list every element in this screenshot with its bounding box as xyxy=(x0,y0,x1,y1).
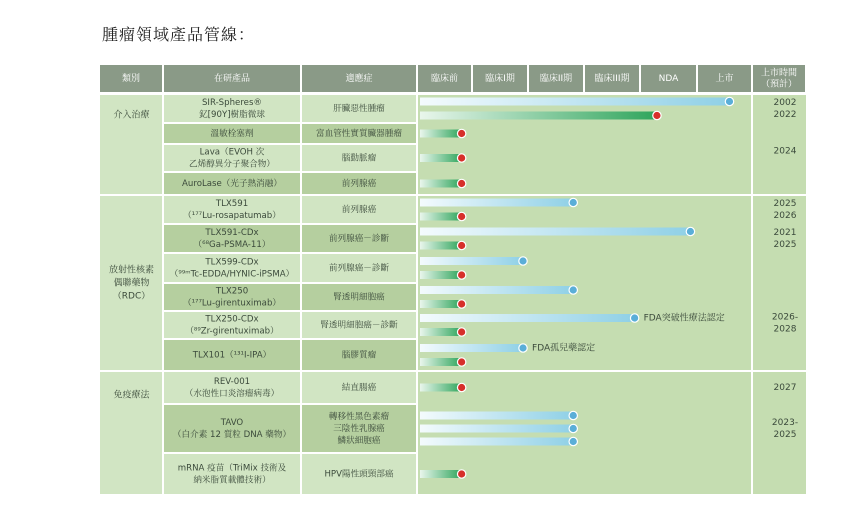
designation-note: FDA突破性療法認定 xyxy=(643,313,725,324)
status-dot-red xyxy=(457,241,465,249)
product-name: （¹⁷⁷Lu-girentuximab） xyxy=(182,298,282,309)
status-dot-blue xyxy=(519,344,527,352)
product-name: （⁶⁸Ga-PSMA-11） xyxy=(193,240,271,250)
product-name: （水泡性口炎溶瘤病毒） xyxy=(184,389,280,399)
progress-bar xyxy=(420,180,462,188)
status-dot-blue xyxy=(630,314,638,322)
page-title: 腫瘤領域產品管線： xyxy=(102,25,256,44)
product-name: （白介素 12 質粒 DNA 藥物） xyxy=(172,430,292,440)
status-dot-red xyxy=(457,212,465,220)
progress-bar xyxy=(420,112,657,120)
status-dot-blue xyxy=(569,198,577,206)
header-label: 在研產品 xyxy=(213,74,251,84)
category-label: （RDC） xyxy=(112,291,151,302)
status-dot-red xyxy=(457,358,465,366)
launch-year: 2021 xyxy=(773,228,797,238)
product-name: TLX591 xyxy=(215,199,249,209)
progress-bar xyxy=(420,358,462,366)
progress-bar xyxy=(420,154,462,162)
progress-bar xyxy=(420,470,462,478)
indication-label: 轉移性黑色素瘤 xyxy=(328,412,390,422)
status-dot-red xyxy=(457,154,465,162)
progress-bar xyxy=(420,286,573,294)
product-name: （⁹⁹ᵐTc-EDDA/HYNIC-iPSMA） xyxy=(169,269,295,280)
product-name: 乙烯醇異分子聚合物） xyxy=(189,159,275,170)
status-dot-red xyxy=(457,328,465,336)
status-dot-blue xyxy=(519,257,527,265)
product-name: 溫敏栓塞劑 xyxy=(210,129,254,139)
product-name: 納米脂質載體技術） xyxy=(193,475,271,486)
launch-year: 2002 xyxy=(773,98,797,108)
product-name: SIR-Spheres® xyxy=(201,98,263,108)
status-dot-red xyxy=(457,300,465,308)
product-name: （¹⁷⁷Lu-rosapatumab） xyxy=(183,211,281,221)
product-cell xyxy=(164,454,300,494)
pipeline-chart xyxy=(100,65,806,495)
progress-bar xyxy=(420,98,729,106)
product-name: （⁸⁹Zr-girentuximab） xyxy=(185,326,279,337)
status-dot-red xyxy=(653,111,661,119)
indication-label: 腦動脈瘤 xyxy=(341,153,377,164)
progress-bar xyxy=(420,344,523,352)
launch-year: 2026- xyxy=(771,312,799,323)
launch-year: 2025 xyxy=(773,430,797,440)
status-dot-blue xyxy=(569,437,577,445)
designation-note: FDA孤兒藥認定 xyxy=(532,343,596,354)
pipeline-table xyxy=(100,65,806,495)
header-label: 臨床III期 xyxy=(594,74,630,84)
indication-label: 結直腸癌 xyxy=(341,383,377,393)
category-label: 放射性核素 xyxy=(108,265,155,276)
category-label: 免疫療法 xyxy=(113,390,150,401)
header-label: 臨床I期 xyxy=(485,74,515,84)
indication-label: 前列腺癌 xyxy=(341,205,377,215)
category-label: 偶聯藥物 xyxy=(113,278,150,289)
status-dot-red xyxy=(457,470,465,478)
indication-label: 三陰性乳腺癌 xyxy=(333,424,385,434)
progress-bar xyxy=(420,328,462,336)
product-name: TLX101（¹³¹I-IPA） xyxy=(192,350,272,361)
product-name: 釔[90Y]樹脂微球 xyxy=(199,110,265,120)
product-cell xyxy=(164,405,300,452)
product-name: TLX591-CDx xyxy=(205,228,259,238)
progress-bar xyxy=(420,412,573,420)
status-dot-red xyxy=(457,179,465,187)
launch-year: 2025 xyxy=(773,199,797,209)
stage-track xyxy=(418,95,751,194)
progress-bar xyxy=(420,438,573,446)
indication-label: 前列腺癌 xyxy=(341,179,377,189)
header-label: 上市時間 xyxy=(760,68,798,79)
progress-bar xyxy=(420,242,462,250)
status-dot-blue xyxy=(569,411,577,419)
launch-year: 2023- xyxy=(771,418,799,428)
launch-year: 2022 xyxy=(773,110,797,120)
product-name: TAVO xyxy=(220,418,244,428)
indication-label: 肝臟惡性腫瘤 xyxy=(333,104,385,114)
progress-bar xyxy=(420,130,462,138)
header-label: 類別 xyxy=(121,74,141,84)
launch-year: 2027 xyxy=(773,383,797,393)
product-name: Lava（EVOH 次 xyxy=(199,147,265,158)
header-label: 上市 xyxy=(715,74,734,84)
category-label: 介入治療 xyxy=(113,110,150,121)
indication-label: 腎透明細胞癌－診斷 xyxy=(320,320,398,331)
indication-label: HPV陽性頭頸部癌 xyxy=(324,469,394,480)
header-label: NDA xyxy=(658,74,679,84)
indication-label: 前列腺癌－診斷 xyxy=(328,234,390,244)
indication-label: 腎透明細胞癌 xyxy=(333,292,385,303)
product-name: REV-001 xyxy=(213,377,251,387)
status-dot-blue xyxy=(569,424,577,432)
status-dot-blue xyxy=(725,97,733,105)
status-dot-red xyxy=(457,129,465,137)
progress-bar xyxy=(420,257,523,265)
stage-track xyxy=(418,372,751,494)
indication-label: 鱗狀細胞癌 xyxy=(337,436,381,446)
product-name: AuroLase（光子熱消融） xyxy=(182,179,282,189)
product-name: TLX250 xyxy=(215,286,249,297)
status-dot-red xyxy=(457,271,465,279)
header-label: （預計） xyxy=(760,79,798,90)
progress-bar xyxy=(420,384,462,392)
progress-bar xyxy=(420,271,462,279)
header-label: 適應症 xyxy=(345,74,373,84)
year-track xyxy=(753,196,806,370)
progress-bar xyxy=(420,314,635,322)
product-name: TLX599-CDx xyxy=(205,257,259,268)
progress-bar xyxy=(420,213,462,221)
indication-label: 富血管性實質臟器腫瘤 xyxy=(316,129,402,139)
launch-year: 2025 xyxy=(773,240,797,250)
launch-year: 2028 xyxy=(773,324,797,335)
indication-label: 前列腺癌－診斷 xyxy=(328,263,390,274)
progress-bar xyxy=(420,300,462,308)
launch-year: 2026 xyxy=(773,211,797,221)
progress-bar xyxy=(420,199,573,207)
progress-bar xyxy=(420,425,573,433)
product-name: mRNA 疫苗（TriMix 技術及 xyxy=(177,463,287,474)
status-dot-blue xyxy=(569,286,577,294)
status-dot-blue xyxy=(686,227,694,235)
indication-label: 腦膠質瘤 xyxy=(341,350,377,361)
header-label: 臨床II期 xyxy=(539,74,573,84)
status-dot-red xyxy=(457,383,465,391)
progress-bar xyxy=(420,228,690,236)
launch-year: 2024 xyxy=(773,146,797,157)
product-name: TLX250-CDx xyxy=(205,314,259,325)
header-label: 臨床前 xyxy=(430,74,459,84)
